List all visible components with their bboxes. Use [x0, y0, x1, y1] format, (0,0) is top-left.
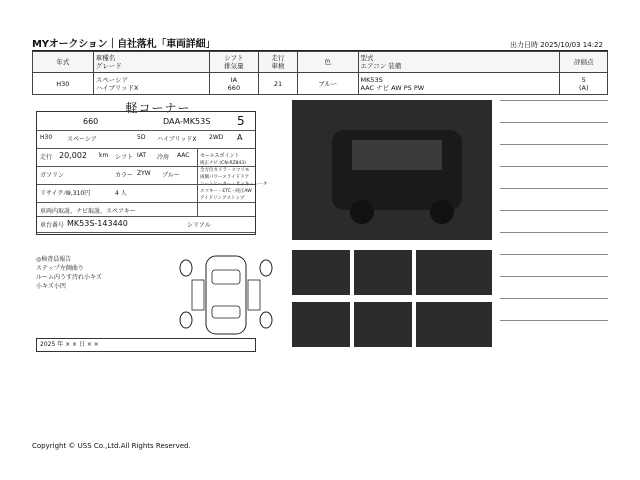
- sheet-equip-3: シートヒーター・サッキュレータ: [200, 182, 268, 187]
- sheet-inspection-note: 車両内取説、ナビ取説、スペアキー: [40, 208, 136, 215]
- note-line: [500, 254, 608, 255]
- header-ac: エアコン 装備: [360, 62, 402, 70]
- sheet-mileage-label: 走行: [40, 154, 53, 161]
- value-name: スペーシア: [95, 75, 129, 84]
- value-score-sub: (A): [578, 83, 589, 92]
- value-year: H30: [33, 73, 94, 95]
- value-ac: AAC ナビ AW PS PW: [360, 83, 425, 92]
- sheet-shift-label: シフト: [115, 154, 134, 161]
- header-shift: シフト: [224, 54, 244, 62]
- note-line: [500, 210, 608, 211]
- sheet-fuel: ガソリン: [40, 172, 65, 179]
- header-model: 型式: [360, 54, 374, 62]
- sheet-mileage: 20,002: [59, 151, 87, 160]
- sheet-doors: 5D: [137, 134, 146, 141]
- vehicle-photo-1: [292, 250, 350, 295]
- vehicle-photo-3: [416, 250, 492, 295]
- vehicle-photo-5: [354, 302, 412, 347]
- sheet-equip-5: アイドリングストップ: [200, 196, 245, 201]
- page-title: MYオークション｜自社落札「車両詳細」: [32, 39, 216, 50]
- sheet-mileage-unit: km: [99, 152, 109, 159]
- sheet-color-label: カラー: [115, 172, 134, 179]
- copyright: Copyright © USS Co.,Ltd.All Rights Reserved.: [32, 442, 191, 450]
- sheet-row-1: [37, 112, 255, 131]
- car-damage-diagram: [176, 250, 276, 340]
- value-grade: ハイブリッドX: [95, 83, 139, 92]
- note-line: [500, 232, 608, 233]
- sheet-capacity: 4 人: [115, 190, 127, 197]
- sheet-car-name: スペーシア: [67, 136, 97, 143]
- note-line: [500, 144, 608, 145]
- value-shift: IA: [230, 75, 238, 84]
- vehicle-photo-2: [354, 250, 412, 295]
- value-displacement: 660: [227, 83, 241, 92]
- sheet-model-code: DAA-MK53S: [163, 117, 211, 126]
- sheet-score: 5: [237, 114, 245, 128]
- sheet-seller-points: セールスポイント: [200, 153, 240, 159]
- header-color: 色: [297, 52, 358, 73]
- sheet-footer: [36, 338, 256, 352]
- header-displacement: 排気量: [224, 62, 244, 70]
- sheet-recycle: 9,310円: [67, 190, 91, 197]
- photo-main-placeholder: [292, 100, 492, 240]
- note-line: [500, 188, 608, 189]
- note-line: [500, 298, 608, 299]
- sheet-ac: AAC: [177, 152, 190, 159]
- value-color: ブルー: [297, 73, 358, 95]
- notes-line-2: 小キズ小凹: [36, 283, 66, 290]
- sheet-equip-1: 全方位カメラ・スマリモ: [200, 168, 250, 173]
- sheet-shift: IAT: [137, 152, 147, 159]
- sheet-displacement: 660: [83, 117, 99, 126]
- note-line: [500, 100, 608, 101]
- sheet-ac-label: 冷房: [157, 154, 170, 161]
- summary-table: [32, 51, 608, 95]
- notes-line-0: ステップ左側曲り: [36, 265, 84, 272]
- value-model: MK53S: [360, 75, 383, 84]
- value-mileage: 21: [259, 73, 298, 95]
- note-line: [500, 166, 608, 167]
- sheet-color-code: ZYW: [137, 170, 151, 177]
- sheet-rating-letter: A: [237, 133, 243, 142]
- header-grade: グレード: [95, 62, 122, 70]
- summary-value-row: [33, 73, 608, 95]
- sheet-divider: [197, 148, 198, 216]
- header-model-ac: [358, 52, 560, 73]
- header-shift-displacement: [209, 52, 259, 73]
- sheet-equip-0: 純正ナビ (CN-RZ843): [200, 161, 246, 166]
- value-shift-displacement: [209, 73, 259, 95]
- header-mileage: 走行: [271, 54, 285, 62]
- inspector-notes: [36, 255, 102, 291]
- sheet-vin: MK53S-143440: [67, 219, 128, 228]
- sheet-year: H30: [40, 134, 53, 141]
- value-score-number: 5: [581, 75, 586, 84]
- value-name-grade: [93, 73, 209, 95]
- header-name-grade: [93, 52, 209, 73]
- sheet-color: ブルー: [162, 172, 180, 179]
- sheet-serial-label: シリアル: [187, 222, 211, 229]
- vehicle-photo-6: [416, 302, 492, 347]
- notes-line-1: ルーム内うす汚れ小キズ: [36, 274, 102, 281]
- header-score: 評価点: [560, 52, 608, 73]
- corner-title: 軽コーナー: [125, 101, 191, 115]
- sheet-recycle-label: リサイクル: [40, 190, 70, 197]
- sheet-grade: ハイブリッドX: [157, 136, 197, 143]
- note-line: [500, 122, 608, 123]
- sheet-equip-2: 両側パワースライドドア: [200, 175, 250, 180]
- auction-sheet: [36, 111, 268, 235]
- side-note-lines: [500, 100, 608, 342]
- sheet-drive: 2WD: [209, 134, 224, 141]
- value-model-ac: [358, 73, 560, 95]
- header-inspection: 車検: [271, 62, 285, 70]
- header-year: 年式: [33, 52, 94, 73]
- note-line: [500, 320, 608, 321]
- note-line: [500, 276, 608, 277]
- summary-header-row: [33, 52, 608, 73]
- vehicle-photo-main: [292, 100, 492, 240]
- sheet-vin-label: 車台番号: [40, 222, 65, 229]
- sheet-footer-text: 2025 年 × × 日 × ×: [40, 341, 99, 348]
- notes-heading: ◎検査員報告: [36, 256, 72, 263]
- vehicle-photo-4: [292, 302, 350, 347]
- print-date: 出力日時 2025/10/03 14:22: [510, 41, 603, 49]
- header-name: 車種名: [95, 54, 116, 62]
- value-score: [560, 73, 608, 95]
- sheet-equip-4: スマキー・ETC・純正AW: [200, 189, 252, 194]
- header-mileage-inspection: [259, 52, 298, 73]
